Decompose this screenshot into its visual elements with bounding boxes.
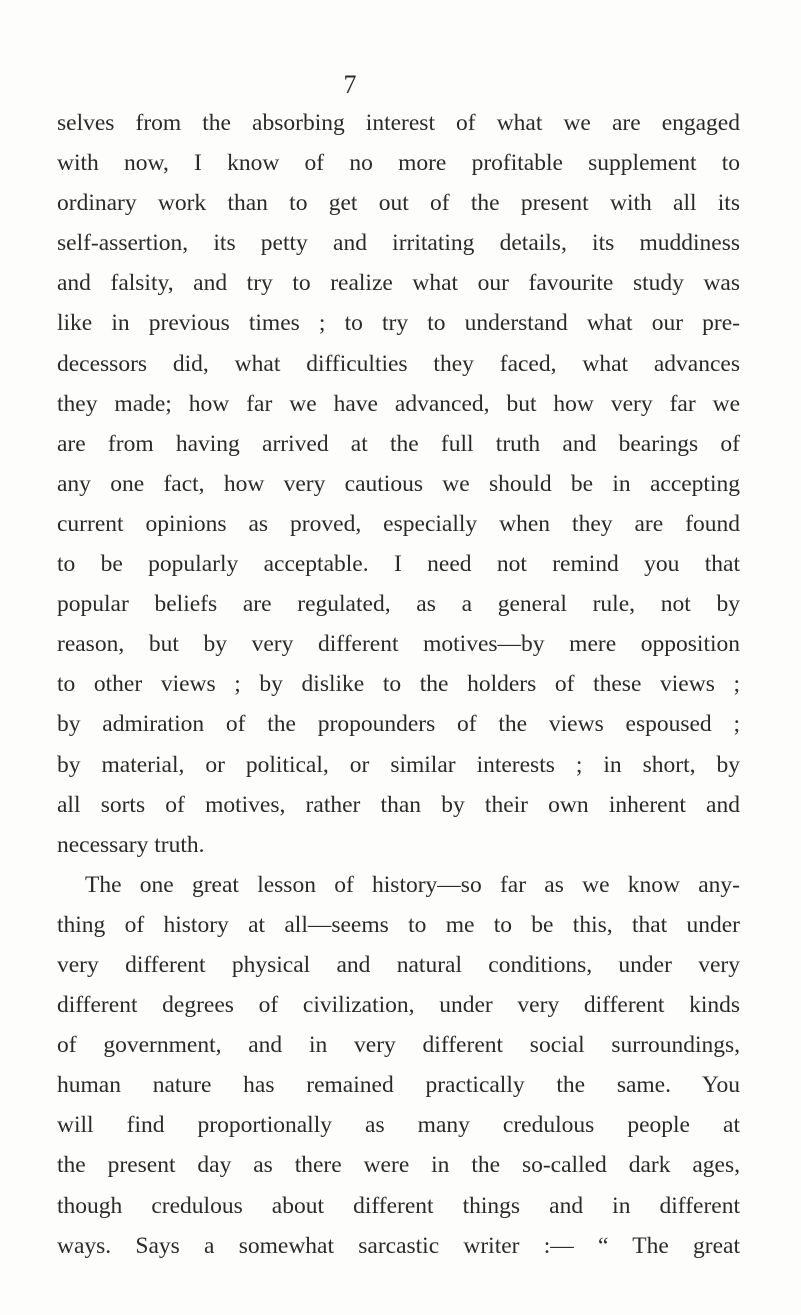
text-line: current opinions as proved, especially when they are found	[57, 510, 740, 537]
text-line: like in previous times ; to try to understand what our pre-	[57, 310, 740, 337]
text-line: human nature has remained practically the same. You	[57, 1072, 740, 1099]
text-line: of government, and in very different social surroundings,	[57, 1032, 740, 1059]
text-line: decessors did, what difficulties they faced, what advances	[57, 350, 740, 377]
text-line: to other views ; by dislike to the holders of these views ;	[57, 671, 740, 698]
text-line: self-assertion, its petty and irritating details, its muddiness	[57, 230, 740, 257]
page-number: 7	[343, 70, 357, 99]
text-line: thing of history at all—seems to me to be this, that under	[57, 911, 740, 938]
text-line: reason, but by very different motives—by mere opposition	[57, 631, 740, 658]
text-line: different degrees of civilization, under very different kinds	[57, 992, 740, 1019]
text-line: to be popularly acceptable. I need not remind you that	[57, 551, 740, 578]
text-line: all sorts of motives, rather than by their own inherent and	[57, 791, 740, 818]
text-line: by admiration of the propounders of the views espoused ;	[57, 711, 740, 738]
text-line: ordinary work than to get out of the present with all its	[57, 190, 740, 217]
text-line: The one great lesson of history—so far as we know any-	[85, 871, 740, 898]
text-line: by material, or political, or similar interests ; in short, by	[57, 751, 740, 778]
text-line: and falsity, and try to realize what our favourite study was	[57, 270, 740, 297]
body-text	[57, 103, 740, 1266]
text-line: though credulous about different things and in different	[57, 1192, 740, 1219]
text-line: they made; how far we have advanced, but how very far we	[57, 390, 740, 417]
text-line: ways. Says a somewhat sarcastic writer :— “ The great	[57, 1232, 740, 1259]
text-line: popular beliefs are regulated, as a general rule, not by	[57, 591, 740, 618]
text-line: are from having arrived at the full truth and bearings of	[57, 430, 740, 457]
text-line: will find proportionally as many credulous people at	[57, 1112, 740, 1139]
text-line: with now, I know of no more profitable supplement to	[57, 150, 740, 177]
text-line: the present day as there were in the so-called dark ages,	[57, 1152, 740, 1179]
text-line: very different physical and natural conditions, under very	[57, 951, 740, 978]
text-line: any one fact, how very cautious we should be in accepting	[57, 470, 740, 497]
text-line: necessary truth.	[57, 831, 205, 858]
text-line: selves from the absorbing interest of what we are engaged	[57, 110, 740, 136]
